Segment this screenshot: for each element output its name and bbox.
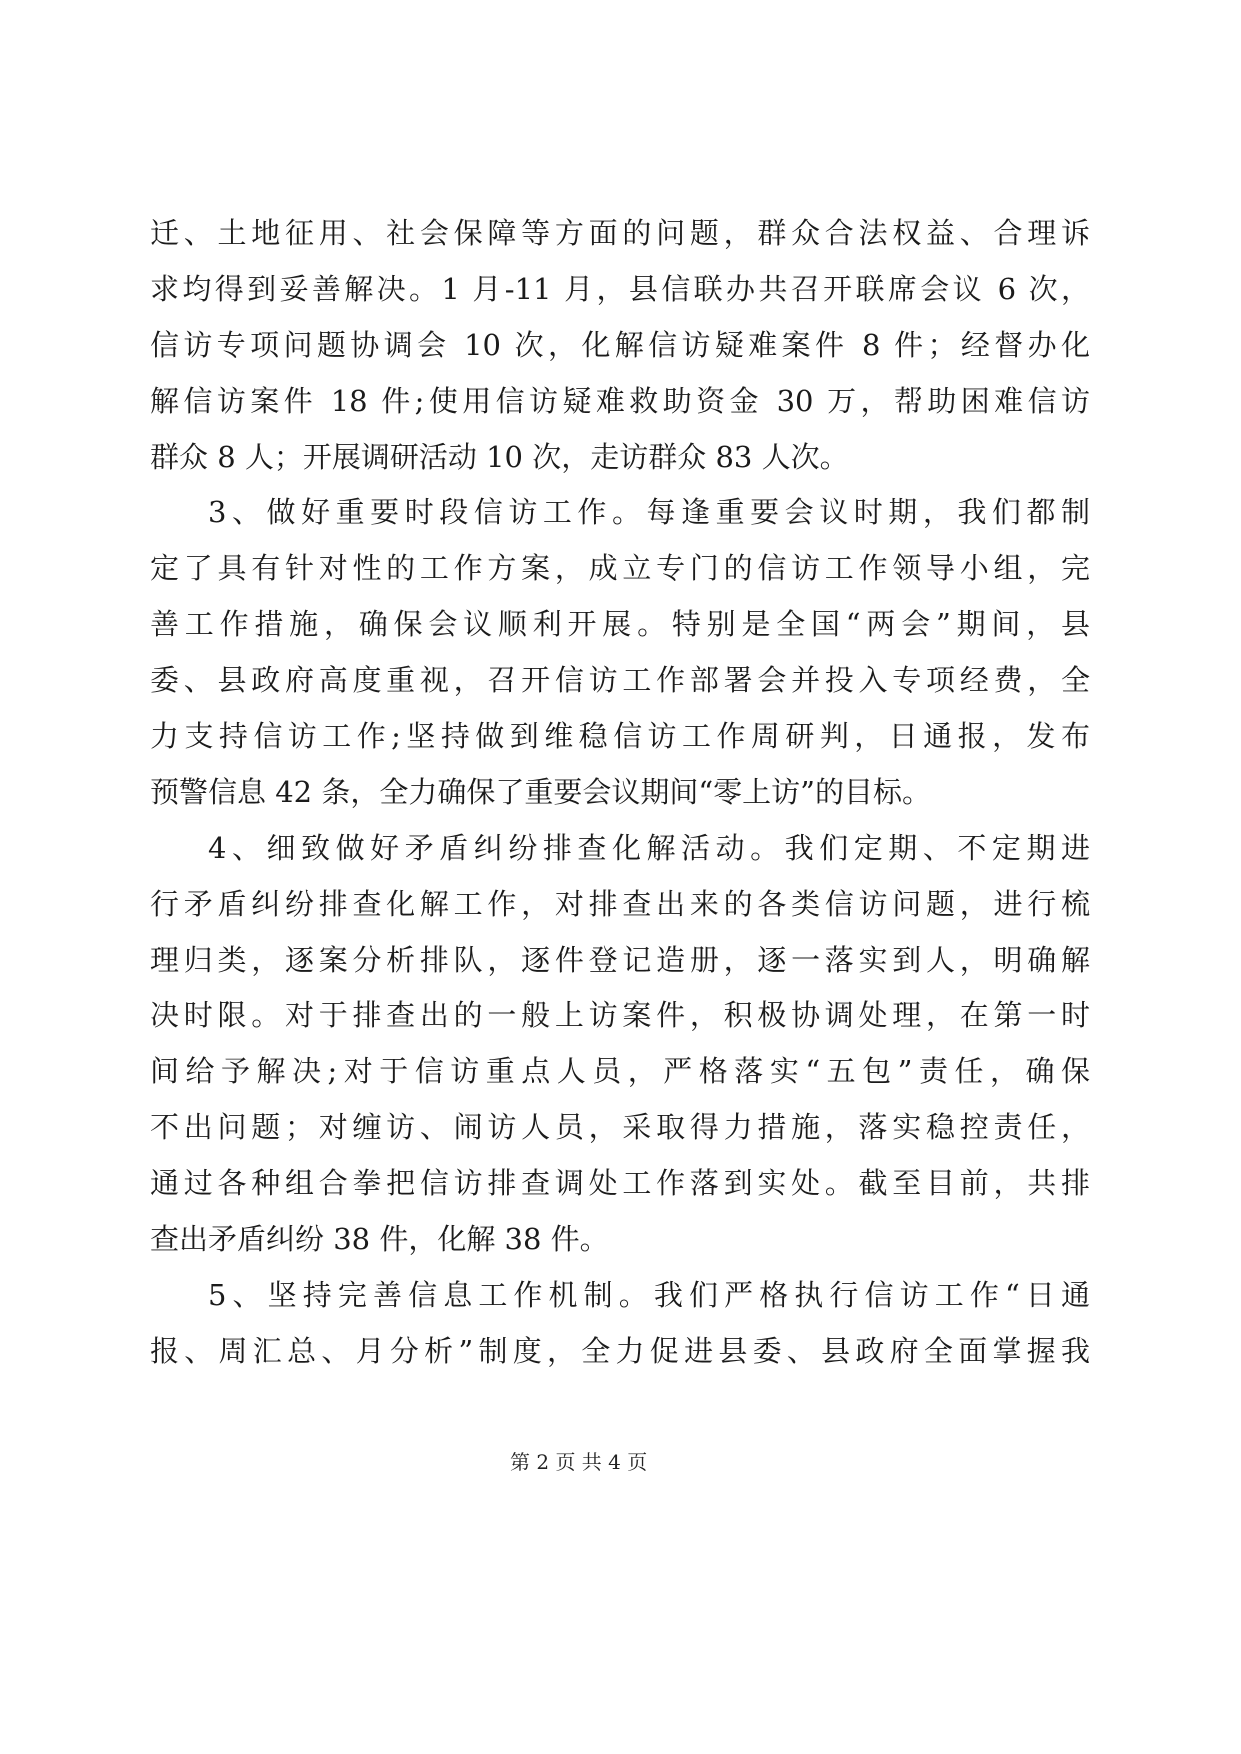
text-line: 查出矛盾纠纷 38 件，化解 38 件。 <box>150 1222 609 1257</box>
paragraph <box>150 485 1090 820</box>
body-text <box>150 206 1090 1380</box>
text-line: 群众 8 人；开展调研活动 10 次，走访群众 83 人次。 <box>150 439 849 474</box>
text-line: 通过各种组合拳把信访排查调处工作落到实处。截至目前，共排 <box>150 1166 1090 1201</box>
text-line: 间给予解决;对于信访重点人员，严格落实“五包”责任，确保 <box>150 1054 1090 1089</box>
text-line: 力支持信访工作;坚持做到维稳信访工作周研判，日通报，发布 <box>150 719 1090 754</box>
text-line: 不出问题；对缠访、闹访人员，采取得力措施，落实稳控责任， <box>150 1110 1090 1145</box>
text-line: 3、做好重要时段信访工作。每逢重要会议时期，我们都制 <box>208 495 1090 530</box>
page-number-footer: 第 2 页 共 4 页 <box>510 1450 648 1474</box>
text-line: 委、县政府高度重视，召开信访工作部署会并投入专项经费，全 <box>150 663 1090 698</box>
paragraph <box>150 206 1090 485</box>
text-line: 迁、土地征用、社会保障等方面的问题，群众合法权益、合理诉 <box>150 216 1090 250</box>
text-line: 解信访案件 18 件;使用信访疑难救助资金 30 万，帮助困难信访 <box>150 383 1090 418</box>
text-line: 预警信息 42 条，全力确保了重要会议期间“零上访”的目标。 <box>150 774 931 809</box>
text-line: 信访专项问题协调会 10 次，化解信访疑难案件 8 件；经督办化 <box>150 327 1090 362</box>
text-line: 决时限。对于排查出的一般上访案件，积极协调处理，在第一时 <box>150 998 1090 1033</box>
text-line: 行矛盾纠纷排查化解工作，对排查出来的各类信访问题，进行梳 <box>150 886 1090 921</box>
text-line: 报、周汇总、月分析”制度，全力促进县委、县政府全面掌握我 <box>150 1333 1090 1368</box>
text-line: 善工作措施，确保会议顺利开展。特别是全国“两会”期间，县 <box>150 607 1090 642</box>
paragraph <box>150 1268 1090 1380</box>
paragraph <box>150 821 1090 1268</box>
text-line: 求均得到妥善解决。1 月-11 月，县信联办共召开联席会议 6 次， <box>150 271 1090 306</box>
text-line: 4、细致做好矛盾纠纷排查化解活动。我们定期、不定期进 <box>208 830 1090 865</box>
text-line: 理归类，逐案分析排队，逐件登记造册，逐一落实到人，明确解 <box>150 942 1090 977</box>
text-line: 5、坚持完善信息工作机制。我们严格执行信访工作“日通 <box>208 1277 1090 1312</box>
text-line: 定了具有针对性的工作方案，成立专门的信访工作领导小组，完 <box>150 551 1090 586</box>
